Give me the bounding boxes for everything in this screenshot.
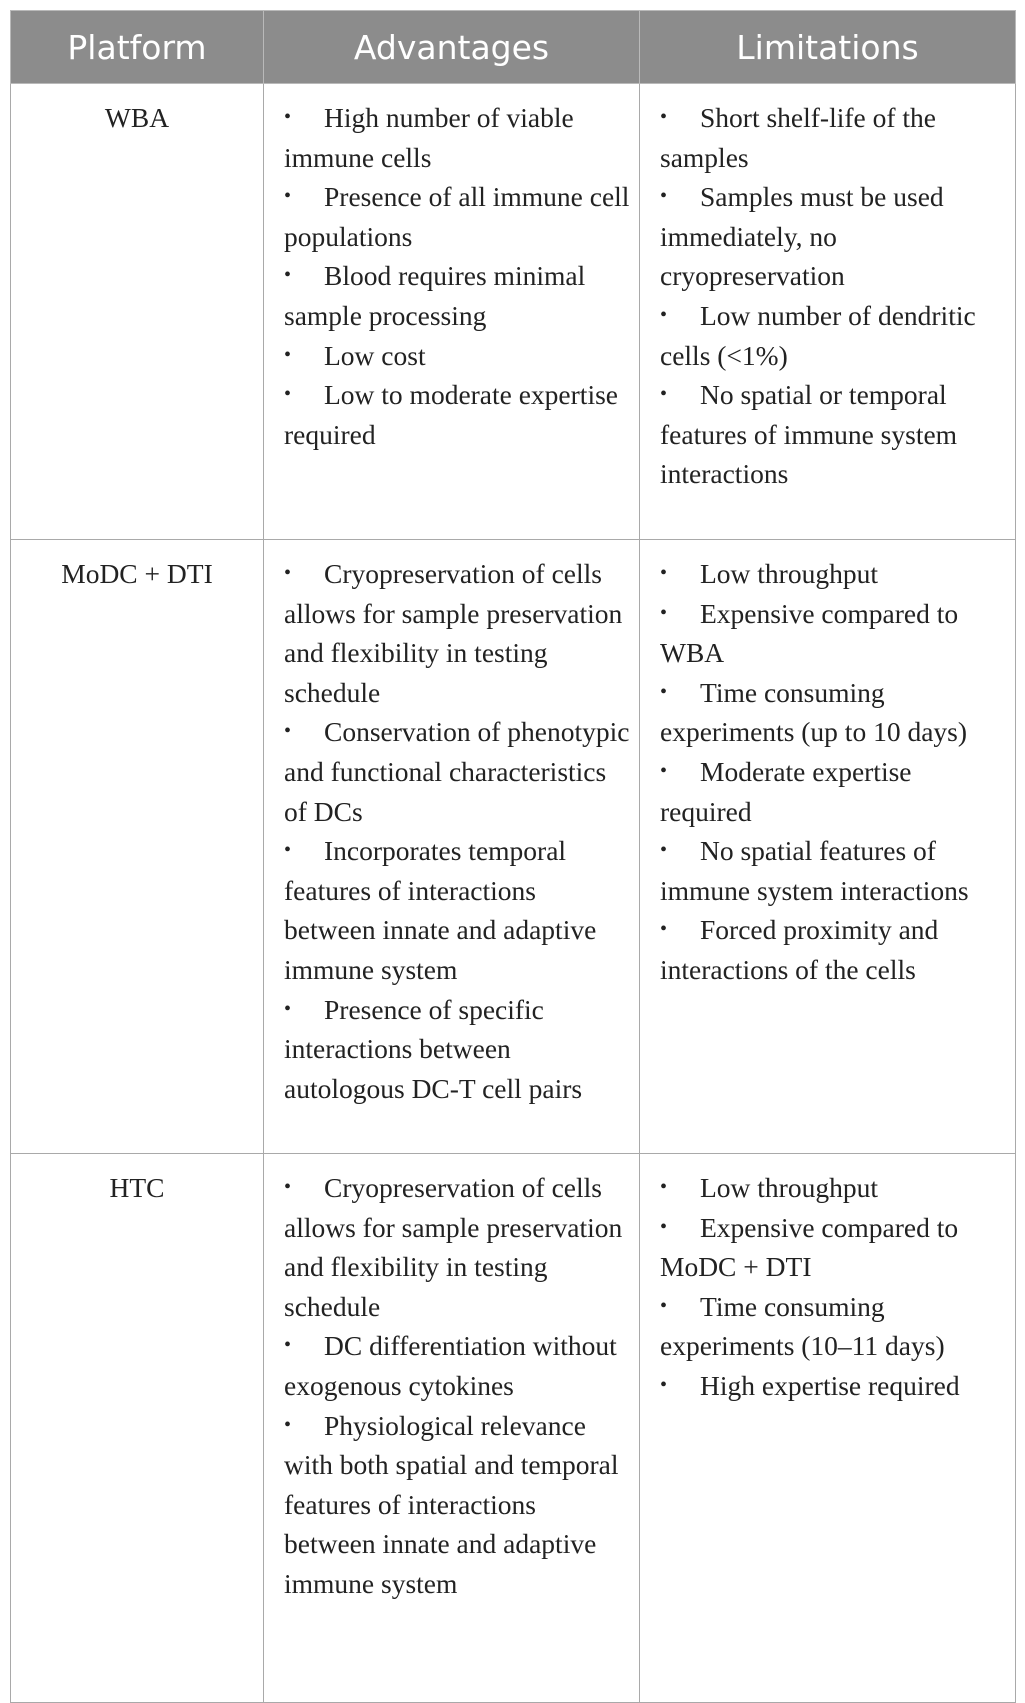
- bullet-icon: •: [660, 1215, 668, 1238]
- list-item-text: Expensive compared to WBA: [660, 597, 959, 669]
- list-item-text: Low number of dendritic cells (<1%): [660, 299, 976, 371]
- list-item: [284, 98, 631, 177]
- list-item-text: Low to moderate expertise required: [284, 379, 618, 450]
- bullet-icon: •: [284, 720, 292, 743]
- list-item-text: Samples must be used immediately, no cryopreservation: [660, 181, 944, 292]
- limitations-list: [660, 1168, 1007, 1406]
- platform-cell: MoDC + DTI: [11, 540, 264, 1154]
- list-item: [284, 336, 631, 376]
- list-item: [660, 177, 1007, 296]
- list-item: [284, 256, 631, 335]
- bullet-icon: •: [660, 1373, 668, 1396]
- table-row: [11, 84, 1016, 540]
- advantages-list: [284, 554, 631, 1108]
- platform-cell: WBA: [11, 84, 264, 540]
- list-item: [660, 831, 1007, 910]
- bullet-icon: •: [284, 839, 292, 862]
- list-item: [660, 752, 1007, 831]
- list-item: [284, 375, 631, 454]
- list-item-text: Cryopreservation of cells allows for sample preservation and flexibility in testing schedule: [284, 1172, 623, 1322]
- list-item-text: Blood requires minimal sample processing: [284, 260, 586, 331]
- bullet-icon: •: [660, 601, 668, 624]
- platform-cell: HTC: [11, 1154, 264, 1703]
- bullet-icon: •: [660, 839, 668, 862]
- bullet-icon: •: [284, 343, 292, 366]
- list-item-text: Presence of specific interactions between autologous DC-T cell pairs: [284, 993, 583, 1104]
- bullet-icon: •: [660, 918, 668, 941]
- bullet-icon: •: [284, 562, 292, 584]
- limitations-list: [660, 554, 1007, 990]
- list-item-text: Conservation of phenotypic and functional characteristics of DCs: [284, 716, 630, 827]
- limitations-list: [660, 98, 1007, 494]
- table-row: [11, 540, 1016, 1154]
- bullet-icon: •: [284, 1413, 292, 1436]
- list-item: [284, 712, 631, 831]
- list-item: [660, 673, 1007, 752]
- advantages-cell: [264, 540, 640, 1154]
- bullet-icon: •: [660, 383, 668, 406]
- list-item: [660, 98, 1007, 177]
- advantages-cell: [264, 1154, 640, 1703]
- bullet-icon: •: [660, 759, 668, 782]
- advantages-list: [284, 98, 631, 454]
- table-row: [11, 1154, 1016, 1703]
- bullet-icon: •: [660, 303, 668, 326]
- list-item: [284, 554, 631, 712]
- list-item: [284, 177, 631, 256]
- list-item: [660, 1287, 1007, 1366]
- list-item: [660, 910, 1007, 989]
- list-item: [660, 554, 1007, 594]
- list-item: [660, 1366, 1007, 1406]
- bullet-icon: •: [660, 106, 668, 128]
- list-item-text: Moderate expertise required: [660, 755, 912, 827]
- list-item: [284, 1168, 631, 1326]
- list-item: [660, 1208, 1007, 1287]
- bullet-icon: •: [660, 1176, 668, 1198]
- limitations-cell: [640, 84, 1016, 540]
- bullet-icon: •: [660, 1294, 668, 1317]
- limitations-cell: [640, 1154, 1016, 1703]
- list-item-text: Short shelf-life of the samples: [660, 102, 936, 173]
- comparison-table: [10, 10, 1016, 1703]
- bullet-icon: •: [660, 680, 668, 703]
- list-item-text: Cryopreservation of cells allows for sample preservation and flexibility in testing schedule: [284, 558, 623, 708]
- comparison-table-container: [10, 10, 1015, 1703]
- list-item: [284, 1406, 631, 1604]
- header-limitations: Limitations: [640, 11, 1016, 84]
- list-item-text: Forced proximity and interactions of the cells: [660, 914, 939, 985]
- list-item-text: No spatial features of immune system interactions: [660, 835, 969, 906]
- bullet-icon: •: [660, 185, 668, 208]
- list-item-text: Low cost: [324, 339, 426, 371]
- list-item-text: Time consuming experiments (10–11 days): [660, 1290, 945, 1362]
- list-item-text: Time consuming experiments (up to 10 days): [660, 676, 968, 748]
- header-row: [11, 11, 1016, 84]
- list-item-text: Presence of all immune cell populations: [284, 181, 630, 252]
- list-item-text: Expensive compared to MoDC + DTI: [660, 1211, 959, 1283]
- list-item-text: High number of viable immune cells: [284, 102, 574, 173]
- header-advantages: Advantages: [264, 11, 640, 84]
- bullet-icon: •: [284, 383, 292, 406]
- list-item: [660, 375, 1007, 494]
- list-item-text: Incorporates temporal features of interactions between innate and adaptive immune system: [284, 835, 597, 985]
- bullet-icon: •: [284, 1176, 292, 1198]
- list-item: [660, 594, 1007, 673]
- list-item-text: Low throughput: [700, 558, 878, 589]
- header-platform: Platform: [11, 11, 264, 84]
- bullet-icon: •: [284, 106, 292, 128]
- advantages-cell: [264, 84, 640, 540]
- bullet-icon: •: [284, 185, 292, 208]
- list-item: [284, 831, 631, 989]
- list-item-text: High expertise required: [700, 1369, 960, 1401]
- list-item: [660, 1168, 1007, 1208]
- bullet-icon: •: [284, 1334, 292, 1357]
- list-item: [284, 1326, 631, 1405]
- bullet-icon: •: [284, 997, 292, 1020]
- list-item-text: Low throughput: [700, 1172, 878, 1203]
- limitations-cell: [640, 540, 1016, 1154]
- list-item-text: No spatial or temporal features of immune system interactions: [660, 379, 958, 490]
- list-item-text: DC differentiation without exogenous cytokines: [284, 1330, 617, 1401]
- bullet-icon: •: [660, 562, 668, 584]
- list-item: [660, 296, 1007, 375]
- bullet-icon: •: [284, 264, 292, 287]
- list-item: [284, 990, 631, 1109]
- advantages-list: [284, 1168, 631, 1604]
- list-item-text: Physiological relevance with both spatial and temporal features of interactions between innate and adaptive immune system: [284, 1409, 619, 1599]
